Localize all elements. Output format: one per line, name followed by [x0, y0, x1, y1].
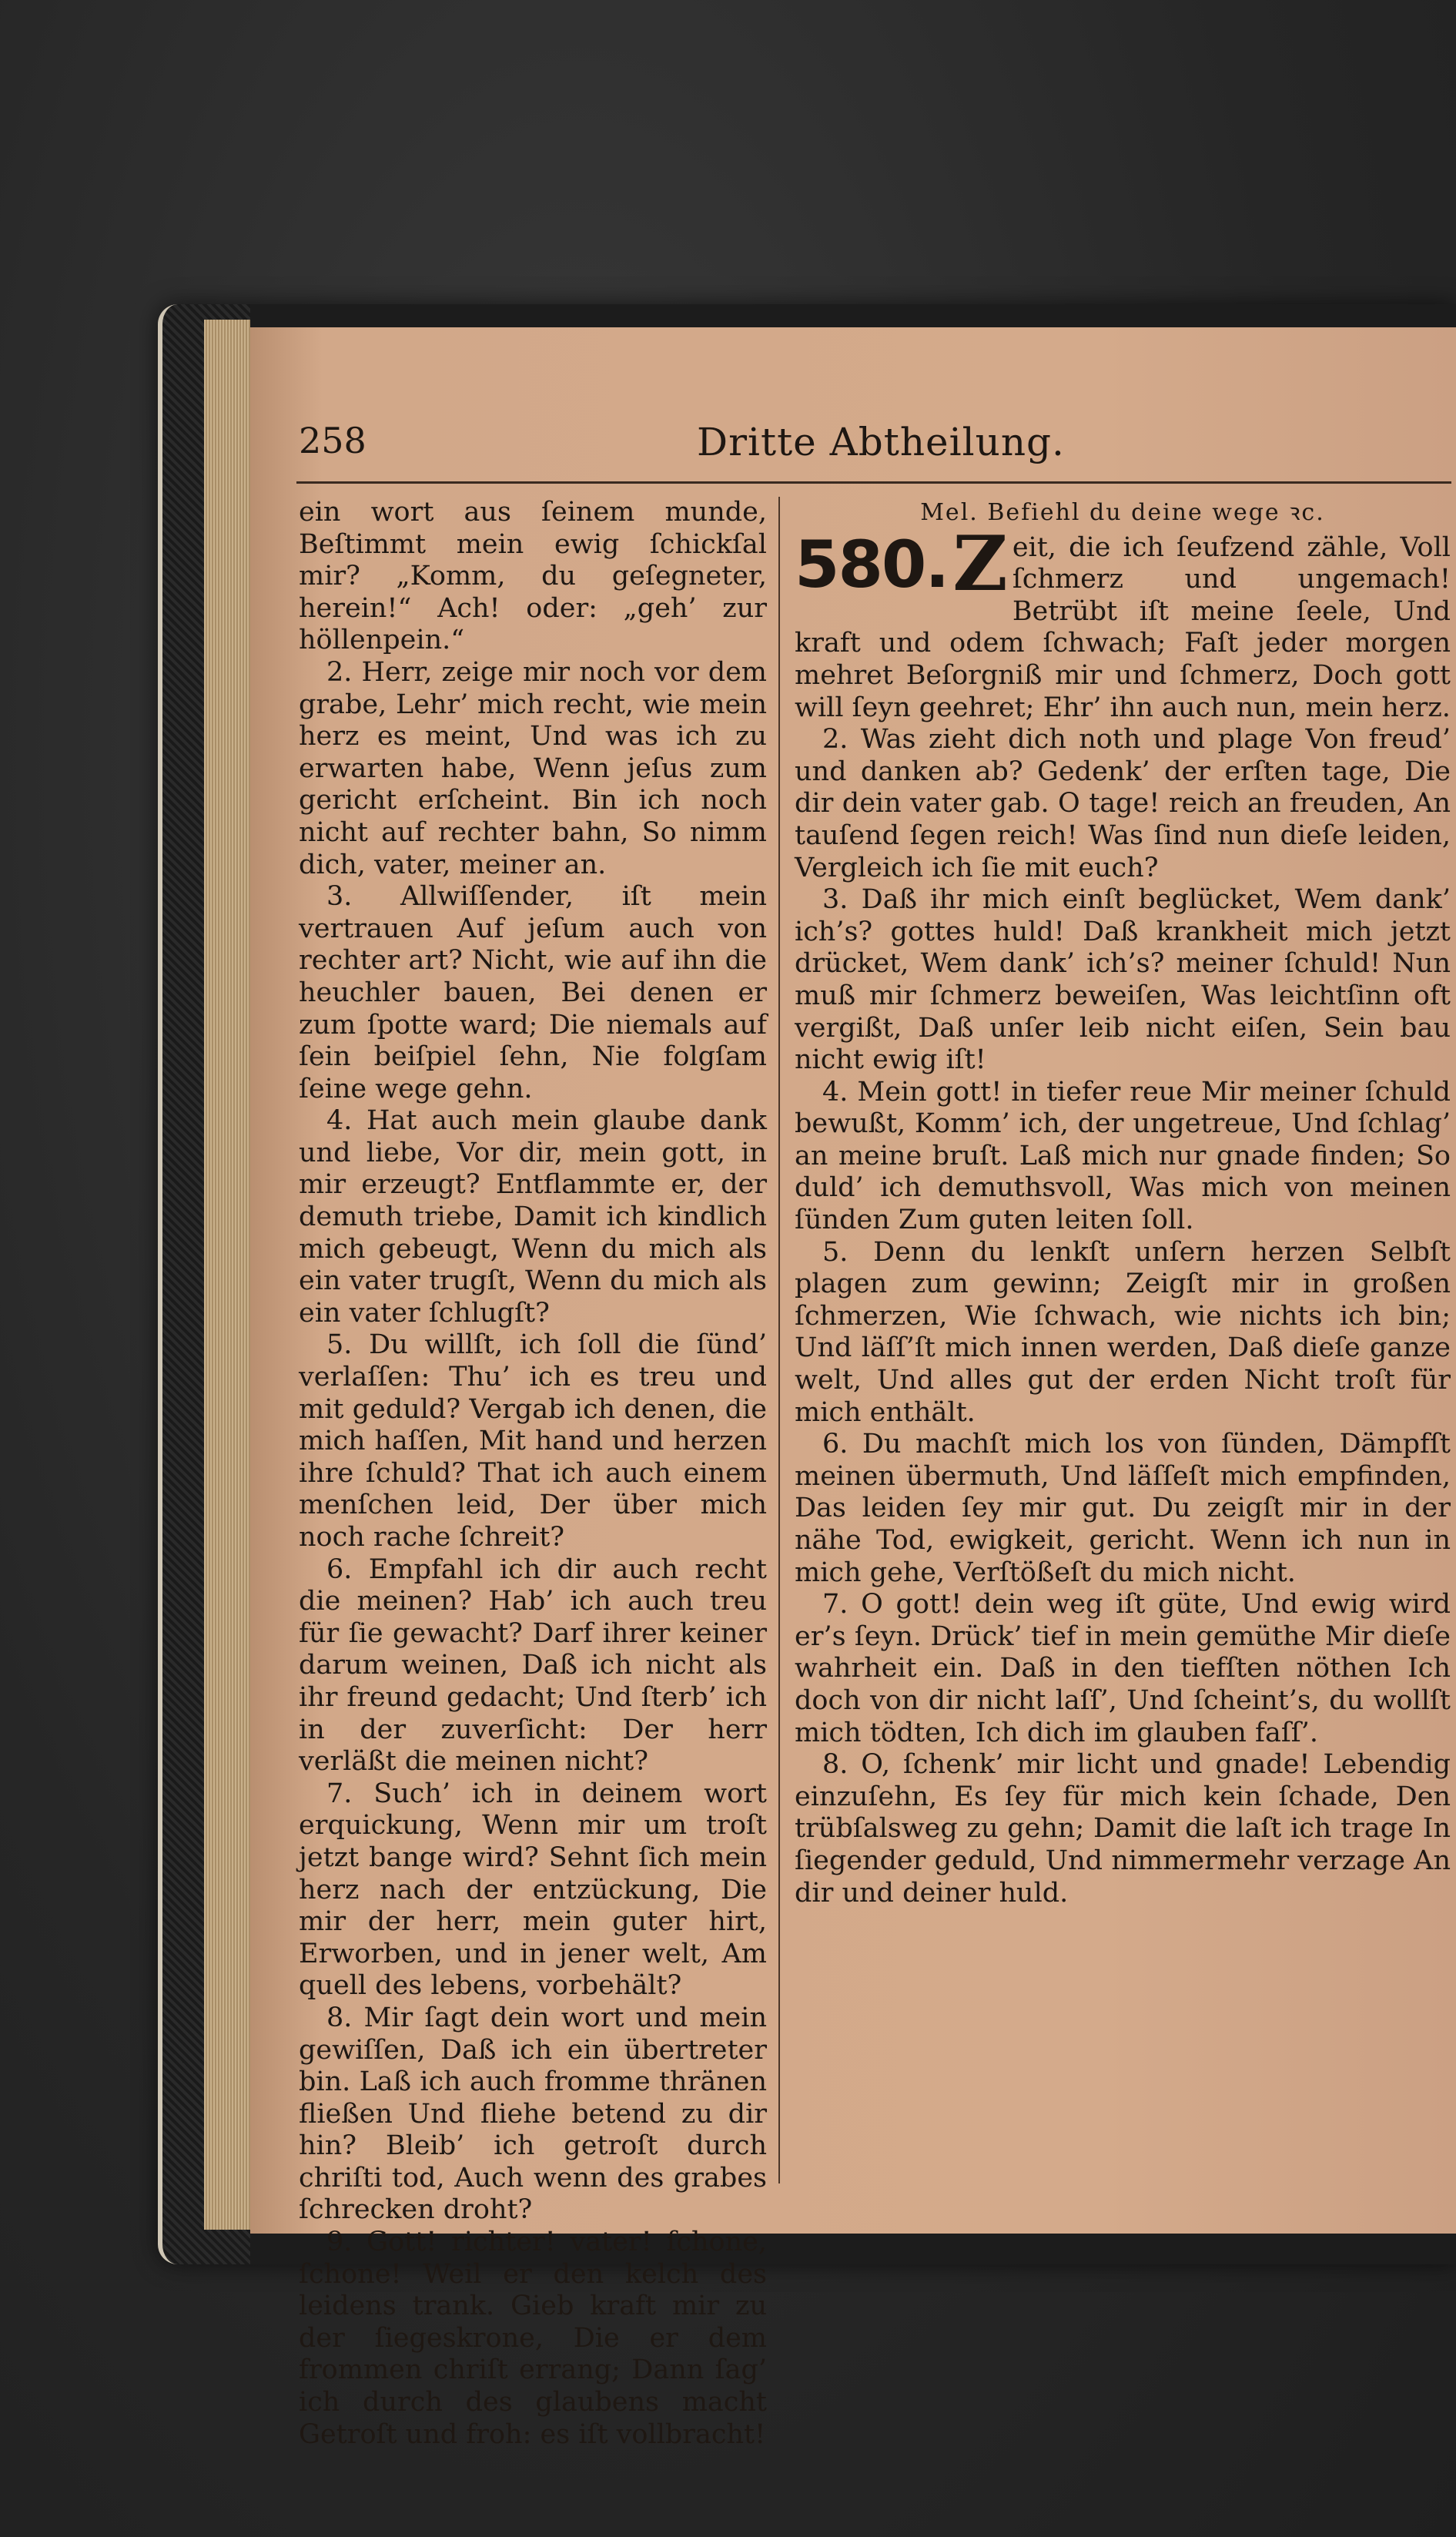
- hymn-stanza-6: 6. Du machſt mich los von ſünden, Dämpfſt meinen übermuth, Und läſſeſt mich empfinden, Das leiden ſey mir gut. Du zeigſt mir in der nähe Tod, ewigkeit, gericht. Wenn ich nun in mich gehe, Verſtößeſt du mich nicht.: [795, 1429, 1451, 1588]
- continued-stanza: ein wort aus ſeinem munde, Beſtimmt mein ewig ſchickſal mir? „Komm, du geſegneter, herein!“ Ach! oder: „geh’ zur höllenpein.“: [299, 497, 767, 656]
- section-title: Dritte Abtheilung.: [697, 420, 1065, 464]
- hymn-580: [795, 519, 1451, 725]
- melody-line: Mel. Befiehl du deine wege ꝛc.: [920, 499, 1325, 526]
- stanza-7: 7. Such’ ich in deinem wort erquickung, Wenn mir um troſt jetzt bange wird? Sehnt ſich mein herz nach der entzückung, Die mir der herr, mein guter hirt, Erworben, und in jener welt, Am quell des lebens, vorbehält?: [299, 1778, 767, 2002]
- page-number: 258: [299, 420, 367, 461]
- hymn-stanza-5: 5. Denn du lenkſt unſern herzen Selbſt plagen zum gewinn; Zeigſt mir in großen ſchmerzen, Wie ſchwach, wie nichts ich bin; Und läſſ’ſt mich innen werden, Daß dieſe ganze welt, Und alles gut der erden Nicht troſt für mich enthält.: [795, 1236, 1451, 1428]
- stanza-5: 5. Du willſt, ich ſoll die ſünd’ verlaſſen: Thu’ ich es treu und mit geduld? Vergab ich denen, die mich haſſen, Mit hand und herzen ihre ſchuld? That ich auch einem menſchen leid, Der über mich noch rache ſchreit?: [299, 1329, 767, 1553]
- right-column: [795, 497, 1451, 1909]
- hymn-stanza-7: 7. O gott! dein weg iſt güte, Und ewig wird er’s ſeyn. Drück’ tief in mein gemüthe Mir dieſe wahrheit ein. Daß in den tiefſten nöthen Ich doch von dir nicht laſſ’, Und ſcheint’s, du wollſt mich tödten, Ich dich im glauben faſſ’.: [795, 1589, 1451, 1748]
- page-edges: [204, 320, 250, 2230]
- book: [158, 304, 1456, 2450]
- hymn-first-stanza: eit, die ich ſeufzend zähle, Voll ſchmerz und ungemach! Betrübt iſt meine ſeele, Und kraft und odem ſchwach; Faſt jeder morgen mehret Beſorgniß mir und ſchmerz, Doch gott will ſeyn geehret; Ehr’ ihn auch nun, mein herz.: [795, 531, 1451, 723]
- hymn-stanza-4: 4. Mein gott! in tiefer reue Mir meiner ſchuld bewußt, Komm’ ich, der ungetreue, Und ſchlag’ an meine bruſt. Laß mich nur gnade finden; So duld’ ich demuthsvoll, Was mich von meinen ſünden Zum guten leiten ſoll.: [795, 1076, 1451, 1236]
- column-divider: [778, 497, 780, 2183]
- book-page: [250, 327, 1456, 2450]
- hymn-number: 580.: [795, 526, 949, 602]
- stanza-9: 9. Gott! richter! vater! ſchone, ſchone! Weil er den kelch des leidens trank. Gieb kraft mir zu der ſiegeskrone, Die er dem frommen chriſt errang; Dann ſag’ ich durch des glaubens macht Getroſt und froh: es iſt vollbracht!: [299, 2227, 767, 2450]
- hymn-stanza-2: 2. Was zieht dich noth und plage Von freud’ und danken ab? Gedenk’ der erſten tage, Die dir dein vater gab. O tage! reich an freuden, An tauſend ſegen reich! Was ſind nun dieſe leiden, Vergleich ich ſie mit euch?: [795, 724, 1451, 883]
- stanza-2: 2. Herr, zeige mir noch vor dem grabe, Lehr’ mich recht, wie mein herz es meint, Und was ich zu erwarten habe, Wenn jeſus zum gericht erſcheint. Bin ich noch nicht auf rechter bahn, So nimm dich, vater, meiner an.: [299, 656, 767, 880]
- running-head: [250, 420, 1456, 474]
- left-column: [299, 497, 767, 2451]
- stanza-8: 8. Mir ſagt dein wort und mein gewiſſen, Daß ich ein übertreter bin. Laß ich auch fromme thränen fließen Und fliehe betend zu dir hin? Bleib’ ich getroſt durch chriſti tod, Auch wenn des grabes ſchrecken droht?: [299, 2002, 767, 2226]
- hymn-stanza-3: 3. Daß ihr mich einſt beglücket, Wem dank’ ich’s? gottes huld! Daß krankheit mich jetzt drücket, Wem dank’ ich’s? meiner ſchuld! Nun muß mir ſchmerz beweiſen, Was leichtſinn oft vergißt, Daß unſer leib nicht eiſen, Sein bau nicht ewig iſt!: [795, 884, 1451, 1076]
- hymn-stanza-8: 8. O, ſchenk’ mir licht und gnade! Lebendig einzuſehn, Es ſey für mich kein ſchade, Den trübſalsweg zu gehn; Damit die laſt ich trage In ſiegender geduld, Und nimmermehr verzage An dir und deiner huld.: [795, 1749, 1451, 1909]
- stanza-4: 4. Hat auch mein glaube dank und liebe, Vor dir, mein gott, in mir erzeugt? Entflammte er, der demuth triebe, Damit ich kindlich mich gebeugt, Wenn du mich als ein vater trugſt, Wenn du mich als ein vater ſchlugſt?: [299, 1105, 767, 1329]
- drop-initial: Z: [952, 519, 1008, 608]
- stanza-6: 6. Empfahl ich dir auch recht die meinen? Hab’ ich auch treu für ſie gewacht? Darf ihrer keiner darum weinen, Daß ich nicht als ihr freund gedacht; Und ſterb’ ich in der zuverſicht: Der herr verläßt die meinen nicht?: [299, 1553, 767, 1778]
- stanza-3: 3. Allwiſſender, iſt mein vertrauen Auf jeſum auch von rechter art? Nicht, wie auf ihn die heuchler bauen, Bei denen er zum ſpotte ward; Die niemals auf ſein beiſpiel ſehn, Nie folgſam ſeine wege gehn.: [299, 881, 767, 1104]
- header-rule: [296, 481, 1451, 484]
